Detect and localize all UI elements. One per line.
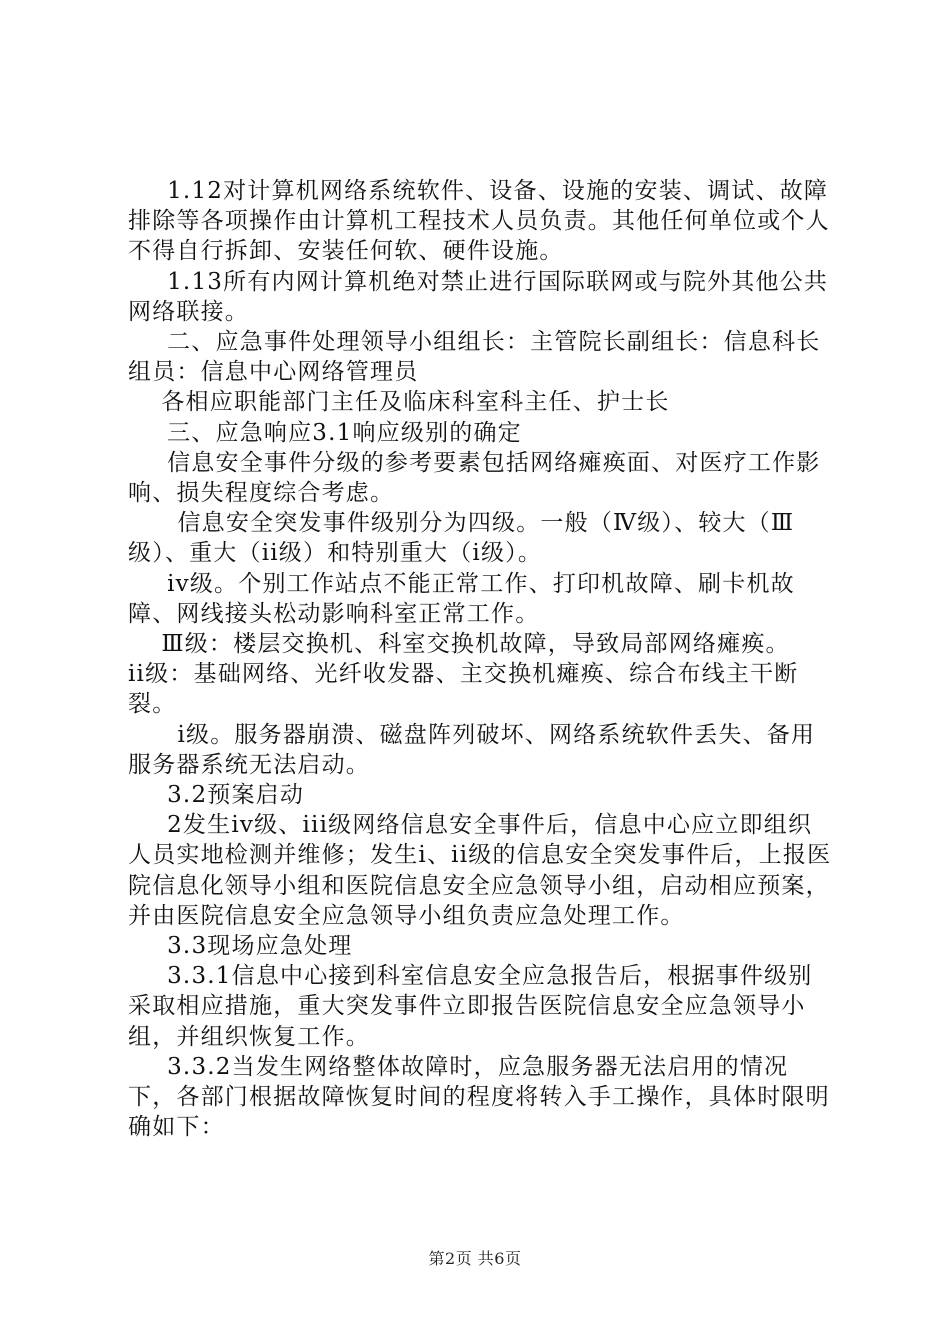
paragraph-3-3-2: 3.3.2当发生网络整体故障时，应急服务器无法启用的情况下，各部门根据故障恢复时间的程度将转入手工操作，具体时限明确如下： — [128, 1053, 830, 1141]
paragraph-3-3-1: 3.3.1信息中心接到科室信息安全应急报告后，根据事件级别采取相应措施，重大突发事件立即报告医院信息安全应急领导小组，并组织恢复工作。 — [128, 963, 813, 1050]
paragraph-level-ii: ii级：基础网络、光纤收发器、主交换机瘫痪、综合布线主干断裂。 — [128, 661, 799, 718]
paragraph-level-iv: iv级。个别工作站点不能正常工作、打印机故障、刷卡机故障、网线接头松动影响科室正常工作。 — [128, 570, 795, 627]
paragraph-grading-factors: 信息安全事件分级的参考要素包括网络瘫痪面、对医疗工作影响、损失程度综合考虑。 — [128, 449, 821, 507]
paragraph-four-levels: 信息安全突发事件级别分为四级。一般（Ⅳ级）、较大（Ⅲ级）、重大（ii级）和特别重大（i级）。 — [128, 510, 795, 567]
paragraph-department-heads: 各相应职能部门主任及临床科室科主任、护士长 — [161, 389, 670, 416]
paragraph-plan-activation: 2发生iv级、iii级网络信息安全事件后，信息中心应立即组织人员实地检测并维修；发生i、ii级的信息安全突发事件后，上报医院信息化领导小组和医院信息安全应急领导小组，启动相应预案，并由医院信息安全应急领导小组负责应急处理工作。 — [128, 812, 832, 929]
page-footer: 第2页 共6页 — [428, 1249, 522, 1268]
paragraph-level-i: i级。服务器崩溃、磁盘阵列破坏、网络系统软件丢失、备用服务器系统无法启动。 — [128, 721, 816, 778]
document-body — [128, 176, 833, 1143]
section-heading-emergency-response: 三、应急响应3.1响应级别的确定 — [167, 419, 522, 446]
paragraph-leadership-group: 二、应急事件处理领导小组组长：主管院长副组长：信息科长组员：信息中心网络管理员 — [128, 329, 821, 386]
section-heading-plan-activation: 3.2预案启动 — [167, 782, 305, 809]
section-heading-onsite-handling: 3.3现场应急处理 — [167, 933, 353, 960]
paragraph-level-iii: Ⅲ级：楼层交换机、科室交换机故障，导致局部网络瘫痪。 — [161, 631, 790, 658]
paragraph-1-12: 1.12对计算机网络系统软件、设备、设施的安装、调试、故障排除等各项操作由计算机工程技术人员负责。其他任何单位或个人不得自行拆卸、安装任何软、硬件设施。 — [128, 178, 830, 265]
paragraph-1-13: 1.13所有内网计算机绝对禁止进行国际联网或与院外其他公共网络联接。 — [128, 268, 829, 325]
